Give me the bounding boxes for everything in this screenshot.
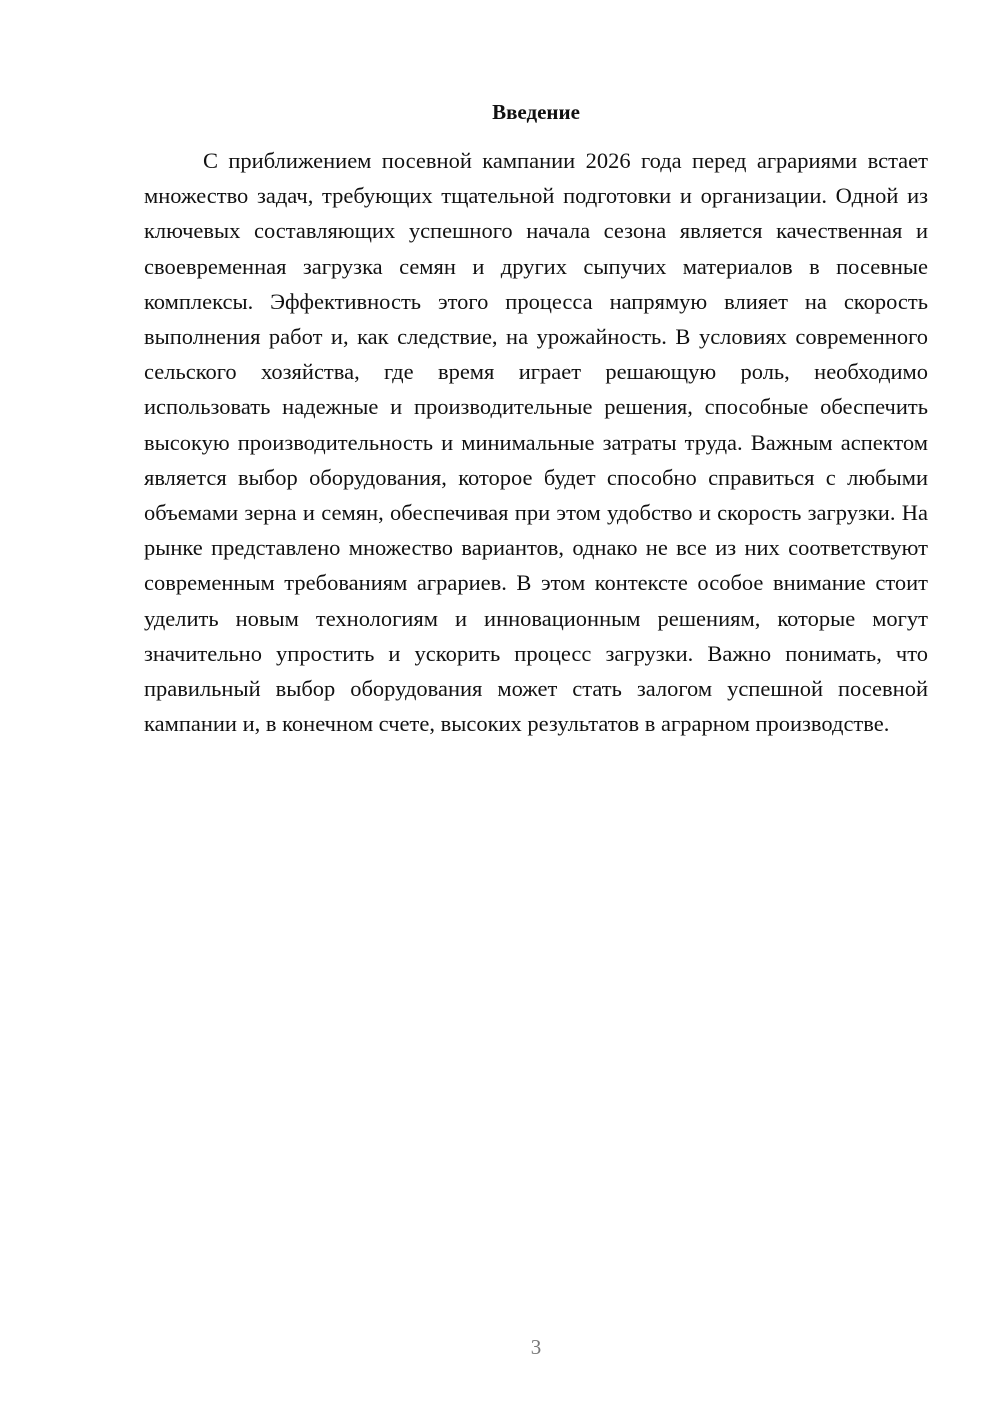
section-heading: Введение <box>492 100 580 124</box>
page-number: 3 <box>530 1335 542 1359</box>
body-paragraph: С приближением посевной кампании 2026 года перед аграриями встает множество задач, требующих тщательной подготовки и организации. Одной из ключевых составляющих успешного начала сезона является качественная и своевременная загрузка семян и других сыпучих материалов в посевные комплексы. Эффективность этого процесса напрямую влияет на скорость выполнения работ и, как следствие, на урожайность. В условиях современного сельского хозяйства, где время играет решающую роль, необходимо использовать надежные и производительные решения, способные обеспечить высокую производительность и минимальные затраты труда. Важным аспектом является выбор оборудования, которое будет способно справиться с любыми объемами зерна и семян, обеспечивая при этом удобство и скорость загрузки. На рынке представлено множество вариантов, однако не все из них соответствуют современным требованиям аграриев. В этом контексте особое внимание стоит уделить новым технологиям и инновационным решениям, которые могут значительно упростить и ускорить процесс загрузки. Важно понимать, что правильный выбор оборудования может стать залогом успешной посевной кампании и, в конечном счете, высоких результатов в аграрном производстве. <box>144 148 928 737</box>
